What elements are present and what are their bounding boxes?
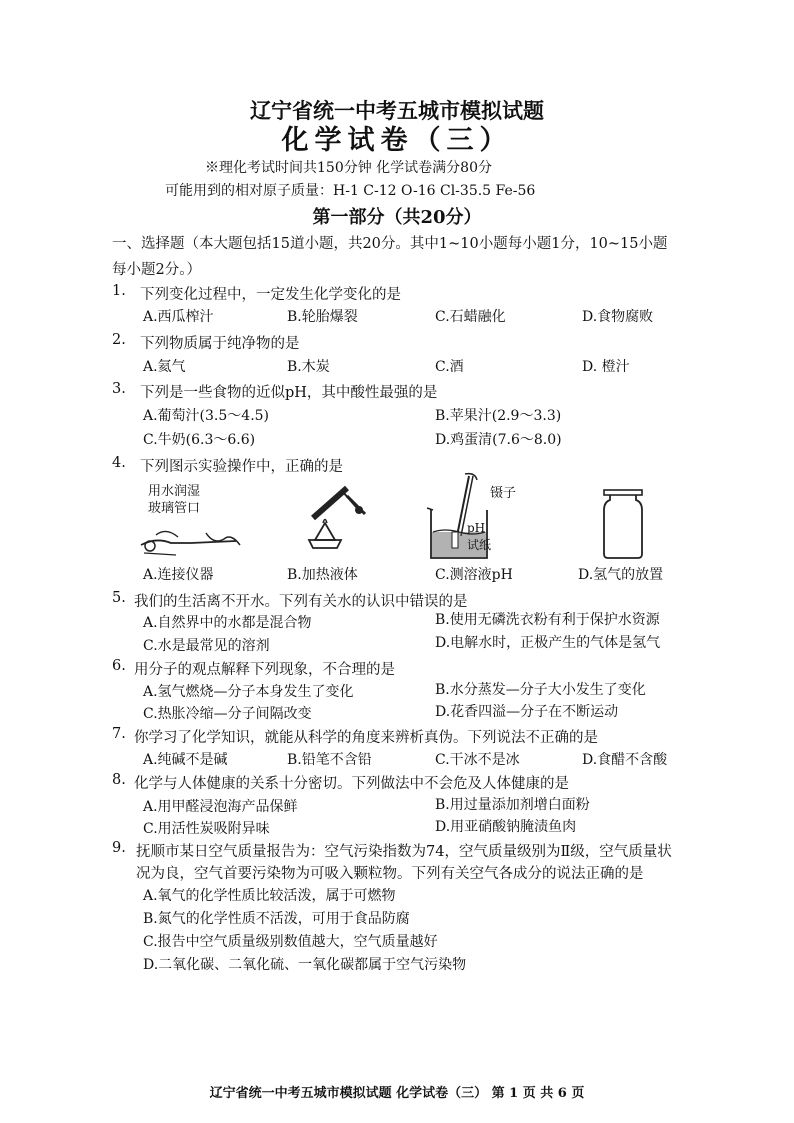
option-d: D.用亚硝酸钠腌渍鱼肉 bbox=[435, 819, 577, 835]
section-intro-cont: 每小题2分。） bbox=[112, 262, 201, 278]
question-stem: 下列物质属于纯净物的是 bbox=[140, 336, 300, 352]
option-b: B.使用无磷洗衣粉有利于保护水资源 bbox=[435, 612, 660, 628]
exam-title: 辽宁省统一中考五城市模拟试题 bbox=[250, 98, 544, 123]
option-a: A.纯碱不是碱 bbox=[143, 752, 228, 768]
option-d: D.鸡蛋清(7.6～8.0) bbox=[435, 432, 562, 448]
option-b: B.轮胎爆裂 bbox=[287, 309, 358, 325]
option-a: A.连接仪器 bbox=[143, 567, 214, 583]
option-d: D.氢气的放置 bbox=[578, 567, 664, 583]
page-footer: 辽宁省统一中考五城市模拟试题 化学试卷（三） 第 1 页 共 6 页 bbox=[209, 1086, 585, 1101]
option-a: A.用甲醛浸泡海产品保鲜 bbox=[143, 799, 298, 815]
option-a: A.葡萄汁(3.5～4.5) bbox=[143, 408, 270, 424]
figure-b-heating-liquid bbox=[295, 478, 375, 563]
atomic-masses: 可能用到的相对原子质量：H-1 C-12 O-16 Cl-35.5 Fe-56 bbox=[165, 183, 536, 199]
question-stem: 我们的生活离不开水。下列有关水的认识中错误的是 bbox=[134, 594, 468, 610]
question-number: 7. bbox=[112, 726, 126, 742]
figure-d-gas-jar bbox=[598, 488, 648, 560]
question-number: 5. bbox=[112, 590, 126, 606]
question-number: 1. bbox=[112, 283, 126, 299]
option-b: B.铅笔不含铅 bbox=[287, 752, 372, 768]
question-number: 6. bbox=[112, 658, 126, 674]
option-a: A.自然界中的水都是混合物 bbox=[143, 615, 312, 631]
option-c: C.测溶液pH bbox=[435, 567, 513, 583]
section-intro: 一、选择题（本大题包括15道小题，共20分。其中1~10小题每小题1分，10~15小题 bbox=[112, 236, 668, 252]
option-d: D.花香四溢—分子在不断运动 bbox=[435, 704, 619, 720]
figure-a-connecting-apparatus bbox=[136, 515, 246, 560]
figure-a-label: 用水润湿 玻璃管口 bbox=[148, 484, 201, 516]
option-d: D.二氧化碳、二氧化硫、一氧化碳都属于空气污染物 bbox=[143, 957, 467, 973]
question-stem: 抚顺市某日空气质量报告为：空气污染指数为74，空气质量级别为Ⅱ级，空气质量状 bbox=[136, 844, 672, 860]
question-number: 2. bbox=[112, 332, 126, 348]
option-a: A.氢气燃烧—分子本身发生了变化 bbox=[143, 684, 354, 700]
question-number: 4. bbox=[112, 455, 126, 471]
option-b: B.木炭 bbox=[287, 359, 330, 375]
part-title: 第一部分（共20分） bbox=[312, 207, 482, 228]
option-d: D.电解水时，正极产生的气体是氢气 bbox=[435, 635, 661, 651]
option-a: A.氧气的化学性质比较活泼，属于可燃物 bbox=[143, 888, 396, 904]
question-stem-cont: 况为良，空气首要污染物为可吸入颗粒物。下列有关空气各成分的说法正确的是 bbox=[136, 866, 644, 882]
exam-note: ※理化考试时间共150分钟 化学试卷满分80分 bbox=[205, 160, 492, 176]
option-a: A.西瓜榨汁 bbox=[143, 309, 214, 325]
question-stem: 下列是一些食物的近似pH，其中酸性最强的是 bbox=[140, 385, 438, 401]
question-number: 8. bbox=[112, 772, 126, 788]
option-c: C.水是最常见的溶剂 bbox=[143, 638, 270, 654]
option-b: B.加热液体 bbox=[287, 567, 358, 583]
question-number: 9. bbox=[112, 840, 126, 856]
figure-c-tweezers-label: 镊子 bbox=[490, 486, 517, 501]
option-c: C.热胀冷缩—分子间隔改变 bbox=[143, 706, 312, 722]
question-number: 3. bbox=[112, 381, 126, 397]
option-c: C.干冰不是冰 bbox=[435, 752, 520, 768]
figure-c-paper-label: 试纸 bbox=[467, 538, 492, 552]
option-c: C.石蜡融化 bbox=[435, 309, 506, 325]
question-stem: 你学习了化学知识，就能从科学的角度来辨析真伪。下列说法不正确的是 bbox=[134, 730, 598, 746]
exam-subtitle: 化学试卷（三） bbox=[281, 125, 513, 156]
option-d: D.食物腐败 bbox=[582, 309, 654, 325]
figure-c-ph-label: pH bbox=[467, 521, 486, 535]
option-c: C.报告中空气质量级别数值越大，空气质量越好 bbox=[143, 934, 438, 950]
option-d: D. 橙汁 bbox=[582, 359, 630, 375]
option-b: B.用过量添加剂增白面粉 bbox=[435, 797, 590, 813]
option-b: B.苹果汁(2.9～3.3) bbox=[435, 408, 562, 424]
question-stem: 下列图示实验操作中，正确的是 bbox=[140, 459, 343, 475]
option-c: C.酒 bbox=[435, 359, 464, 375]
option-d: D.食醋不含酸 bbox=[582, 752, 668, 768]
option-a: A.氦气 bbox=[143, 359, 186, 375]
question-stem: 化学与人体健康的关系十分密切。下列做法中不会危及人体健康的是 bbox=[134, 776, 569, 792]
option-c: C.用活性炭吸附异味 bbox=[143, 821, 270, 837]
option-b: B.水分蒸发—分子大小发生了变化 bbox=[435, 682, 646, 698]
option-b: B.氮气的化学性质不活泼，可用于食品防腐 bbox=[143, 911, 410, 927]
question-stem: 下列变化过程中，一定发生化学变化的是 bbox=[140, 287, 401, 303]
question-stem: 用分子的观点解释下列现象，不合理的是 bbox=[134, 662, 395, 678]
option-c: C.牛奶(6.3～6.6) bbox=[143, 432, 256, 448]
